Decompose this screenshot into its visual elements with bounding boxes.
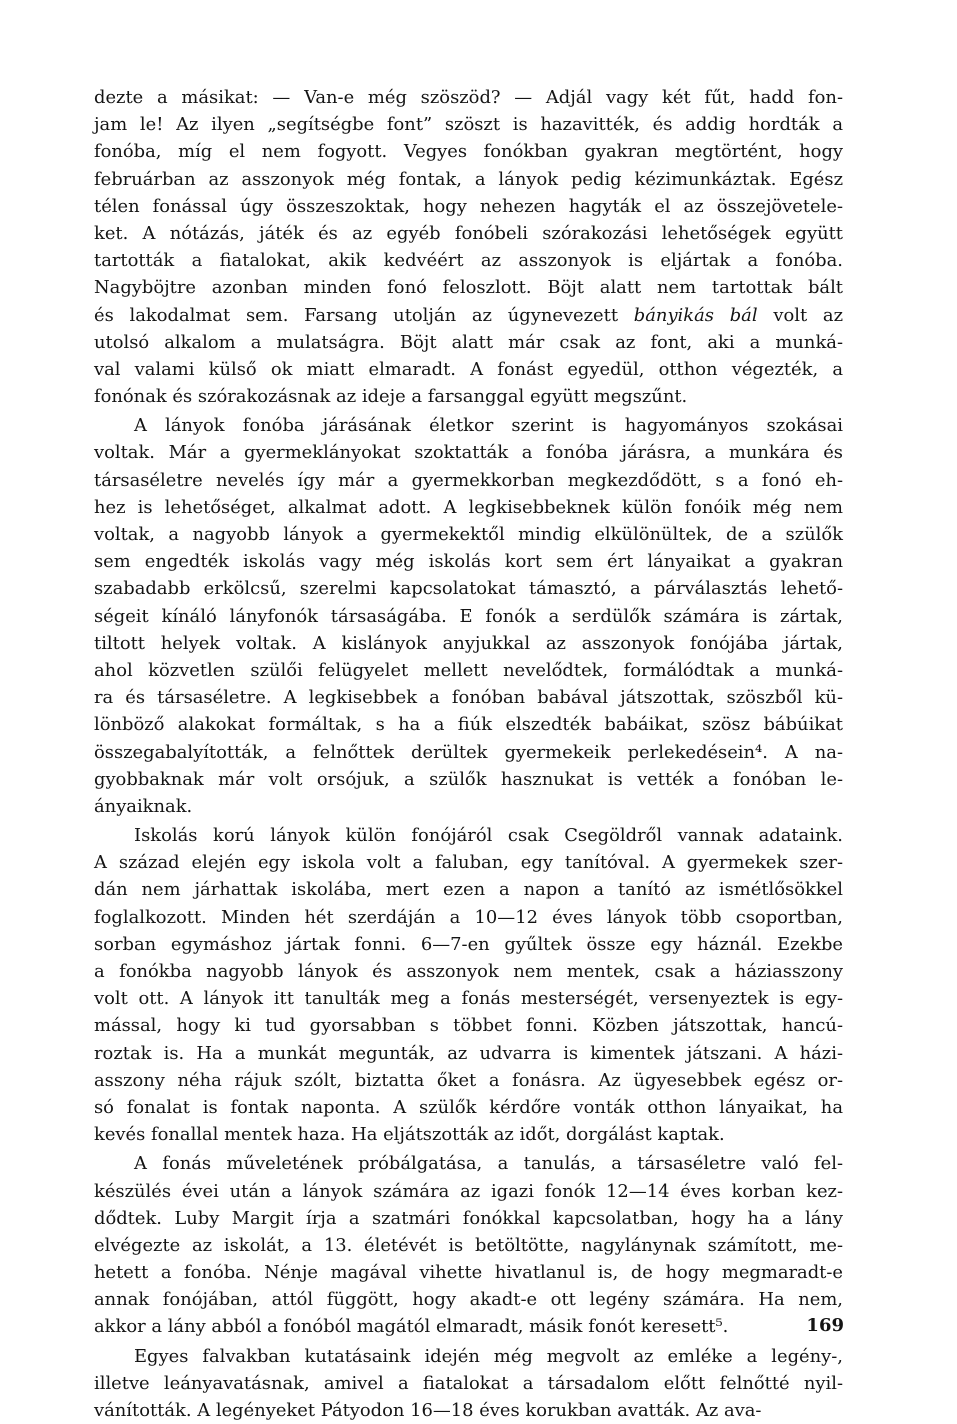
text-line: készülés évei után a lányok számára az igazi fonók 12—14 éves korban kez- <box>94 1180 843 1202</box>
text-line: dán nem járhattak iskolába, mert ezen a napon a tanító az ismétlősökkel <box>94 879 843 901</box>
text-line: voltak, a nagyobb lányok a gyermekektől mindig elkülönültek, de a szülők <box>94 524 843 545</box>
text-line: vánították. A legényeket Pátyodon 16—18 éves korukban avatták. Az ava- <box>94 1400 762 1421</box>
italic-term: bányikás bál <box>633 304 758 326</box>
text-line: jam le! Az ilyen „segítségbe font” szöszt is hazavitték, és addig hordták a <box>94 114 843 136</box>
text-line: ségeit kínáló lányfonók társaságába. E fonók a serdülők számára is zártak, <box>94 605 843 627</box>
text-line: foglalkozott. Minden hét szerdáján a 10—12 éves lányok több csoportban, <box>94 906 843 928</box>
text-line: hetett a fonóba. Nénje magával vihette hivatlanul is, de hogy megmaradt-e <box>94 1262 843 1284</box>
text-line: lönböző alakokat formáltak, s ha a fiúk elszedték babáikat, szösz bábúikat <box>94 714 843 736</box>
text-line: annak fonójában, attól függött, hogy akadt-e ott legény számára. Ha nem, <box>94 1289 843 1311</box>
text-line: tiltott helyek voltak. A kislányok anyjukkal az asszonyok fonójába jártak, <box>94 632 843 654</box>
text-line: Nagyböjtre azonban minden fonó feloszlott. Böjt alatt nem tartottak bált <box>94 277 843 299</box>
text-line: sem engedték iskolás vagy még iskolás kort sem ért lányaikat a gyakran <box>94 551 843 573</box>
text-line: gyobbaknak már volt orsójuk, a szülők hasznukat is vették a fonóban le- <box>94 768 843 790</box>
paragraph <box>94 1150 843 1340</box>
paragraph <box>94 412 843 820</box>
text-line: ahol közvetlen szülői felügyelet mellett nevelődtek, formálódtak a munká- <box>94 659 843 681</box>
paragraph <box>94 822 843 1148</box>
text-line: ra és társaséletre. A legkisebbek a fonóban babával játszottak, szöszből kü- <box>94 687 843 709</box>
text-line: kevés fonallal mentek haza. Ha eljátszották az időt, dorgálást kaptak. <box>94 1124 725 1146</box>
text-line: szabadabb erkölcsű, szerelmi kapcsolatokat támasztó, a párválasztás lehető- <box>94 578 843 600</box>
text-line: februárban az asszonyok még fontak, a lányok pedig kézimunkáztak. Egész <box>94 168 843 190</box>
page-number: 169 <box>806 1315 844 1336</box>
text-line: összegabalyították, a felnőttek derültek gyermekeik perlekedésein⁴. A na- <box>94 741 843 763</box>
text-line: A lányok fonóba járásának életkor szerint is hagyományos szokásai <box>134 415 843 437</box>
text-line: voltak. Már a gyermeklányokat szoktatták a fonóba járásra, a munkára és <box>94 442 843 464</box>
text-line: hez is lehetőséget, alkalmat adott. A legkisebbeknek külön fonóik még nem <box>94 496 843 518</box>
body-text <box>94 84 843 1424</box>
text-line: mással, hogy ki tud gyorsabban s többet fonni. Közben játszottak, hancú- <box>94 1015 843 1037</box>
text-line: utolsó alkalom a mulatságra. Böjt alatt már csak az font, aki a munká- <box>94 331 843 353</box>
paragraph <box>94 84 843 410</box>
text-line: társaséletre nevelés így már a gyermekkorban megkezdődött, s a fonó eh- <box>94 469 843 491</box>
text-line: akkor a lány abból a fonóból magától elmaradt, másik fonót keresett⁵. <box>94 1316 729 1338</box>
text-line: A század elején egy iskola volt a faluban, egy tanítóval. A gyermekek szer- <box>94 852 843 874</box>
text-line: illetve leányavatásnak, amivel a fiatalokat a társadalom előtt felnőtté nyil- <box>94 1372 843 1394</box>
text-line: a fonókba nagyobb lányok és asszonyok nem mentek, csak a háziasszony <box>94 961 843 982</box>
paragraph <box>94 1343 843 1424</box>
text-line: dezte a másikat: — Van-e még szöszöd? — Adjál vagy két fűt, hadd fon- <box>94 87 843 108</box>
text-line: volt ott. A lányok itt tanulták meg a fonás mesterségét, versenyeztek is egy- <box>94 988 843 1010</box>
text-line: Egyes falvakban kutatásaink idején még megvolt az emléke a legény-, <box>134 1345 843 1367</box>
text-line: ányaiknak. <box>94 795 193 817</box>
text-line: ket. A nótázás, játék és az egyéb fonóbeli szórakozási lehetőségek együtt <box>94 222 843 244</box>
text-line: tartották a fiatalokat, akik kedvéért az asszonyok is eljártak a fonóba. <box>94 250 843 272</box>
text-line: A fonás műveletének próbálgatása, a tanulás, a társaséletre való fel- <box>134 1153 843 1175</box>
text-line: Iskolás korú lányok külön fonójáról csak Csegöldről vannak adataink. <box>134 825 843 847</box>
text-line: fonóba, míg el nem fogyott. Vegyes fonókban gyakran megtörtént, hogy <box>94 141 843 163</box>
text-line: val valami külső ok miatt elmaradt. A fonást egyedül, otthon végezték, a <box>94 358 843 380</box>
text-line: elvégezte az iskolát, a 13. életévét is betöltötte, nagylánynak számított, me- <box>94 1234 843 1256</box>
text-line: só fonalat is fontak naponta. A szülők kérdőre vonták otthon lányaikat, ha <box>94 1096 843 1118</box>
text-line: dődtek. Luby Margit írja a szatmári fonókkal kapcsolatban, hogy ha a lány <box>94 1207 843 1229</box>
text-line: és lakodalmat sem. Farsang utolján az úgynevezett bányikás bál volt az <box>94 304 843 326</box>
text-line: roztak is. Ha a munkát megunták, az udvarra is kimentek játszani. A házi- <box>94 1042 843 1064</box>
text-line: asszony néha rájuk szólt, biztatta őket a fonásra. Az ügyesebbek egész or- <box>94 1069 843 1091</box>
text-line: télen fonással úgy összeszoktak, hogy nehezen hagyták el az összejövetele- <box>94 195 843 217</box>
text-line: fonónak és szórakozásnak az ideje a farsanggal együtt megszűnt. <box>94 386 688 408</box>
text-line: sorban egymáshoz jártak fonni. 6—7-en gyűltek össze egy háznál. Ezekbe <box>94 933 843 955</box>
